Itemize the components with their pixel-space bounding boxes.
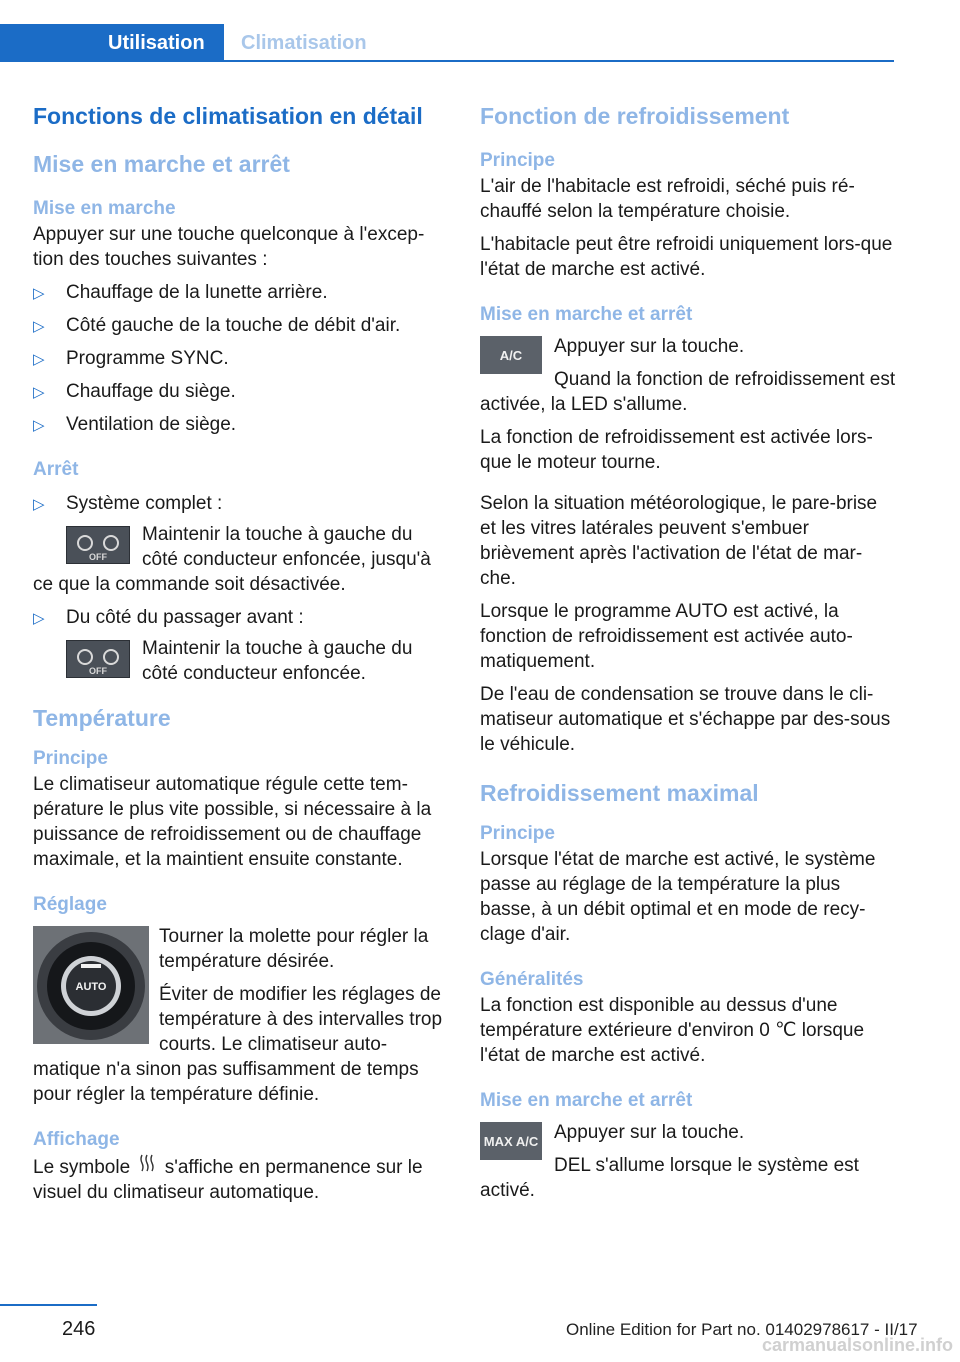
heading-affichage: Affichage xyxy=(33,1129,120,1150)
svg-text:OFF: OFF xyxy=(89,552,107,562)
list-item: ▷ Chauffage du siège. xyxy=(33,379,448,404)
max-ac-del: DEL s'allume lorsque le système est activé. xyxy=(480,1155,859,1201)
right-column xyxy=(480,100,898,1203)
max-ac-press: Appuyer sur la touche. xyxy=(554,1122,745,1143)
tab-utilisation[interactable]: Utilisation xyxy=(0,24,224,62)
heading-on: Mise en marche xyxy=(33,198,176,219)
left-column xyxy=(33,100,448,1205)
ac-key-icon: A/C xyxy=(480,336,542,374)
list-item: ▷ Programme SYNC. xyxy=(33,346,448,371)
off-complete-description-cont: ce que la commande soit désactivée. xyxy=(33,574,346,595)
cooling-symbol-icon xyxy=(135,1153,159,1180)
paragraph-cooling-1: L'air de l'habitacle est refroidi, séché puis ré-chauffé selon la température choisie. xyxy=(480,176,855,222)
paragraph-max: Lorsque l'état de marche est activé, le système passe au réglage de la température la plus basse, à un débit optimal et en mode de recy-clage d'air. xyxy=(480,849,876,945)
paragraph-principe: Le climatiseur automatique régule cette tem-pérature le plus vite possible, si nécessaire à la puissance de refroidissement ou de chauffage maximale, et la maintient ensuite constante. xyxy=(33,774,432,870)
ac-press: Appuyer sur la touche. xyxy=(554,336,745,357)
bullet-triangle-icon: ▷ xyxy=(33,384,45,401)
list-item-off-passenger: ▷ Du côté du passager avant : xyxy=(33,605,448,630)
edition-info: Online Edition for Part no. 01402978617 - II/17 xyxy=(566,1320,918,1339)
paragraph-affichage: Le symbole s'affiche en permanence sur le visuel du climatiseur automatique. xyxy=(33,1153,448,1205)
list-on xyxy=(33,280,448,437)
footer-rule xyxy=(0,1304,97,1306)
heading-principe: Principe xyxy=(480,150,555,171)
reglage-warning: Éviter de modifier les réglages de température à des intervalles trop courts. Le climatiseur auto-matique n'a sinon pas suffisamment de temps pour régler la température définie. xyxy=(33,984,443,1105)
svg-text:AUTO: AUTO xyxy=(75,981,107,993)
ac-led: Quand la fonction de refroidissement est activée, la LED s'allume. xyxy=(480,369,896,415)
paragraph-on: Appuyer sur une touche quelconque à l'excep-tion des touches suivantes : xyxy=(33,224,425,270)
bullet-triangle-icon: ▷ xyxy=(33,285,45,302)
paragraph-weather: Selon la situation météorologique, le pare-brise et les vitres latérales peuvent s'embuer brièvement après l'activation de l'état de mar-che. xyxy=(480,493,878,589)
list-item-off-complete: ▷ Système complet : xyxy=(33,491,448,516)
svg-text:OFF: OFF xyxy=(89,666,107,676)
paragraph-auto: Lorsque le programme AUTO est activé, la fonction de refroidissement est activée auto-matiquement. xyxy=(480,601,853,672)
list-item: ▷ Ventilation de siège. xyxy=(33,412,448,437)
off-complete-description: Maintenir la touche à gauche du côté conducteur enfoncée, jusqu'à xyxy=(142,524,431,570)
heading-temperature: Température xyxy=(33,705,171,731)
reglage-instruction: Tourner la molette pour régler la température désirée. xyxy=(159,926,429,972)
paragraph-cooling-2: L'habitacle peut être refroidi uniquement lors-que l'état de marche est activé. xyxy=(480,234,893,280)
list-item: ▷ Côté gauche de la touche de débit d'air. xyxy=(33,313,448,338)
heading-off: Arrêt xyxy=(33,459,79,480)
header-bar xyxy=(0,0,960,62)
paragraph-motor: La fonction de refroidissement est activée lors-que le moteur tourne. xyxy=(480,427,873,473)
watermark: carmanualsonline.info xyxy=(762,1335,954,1355)
paragraph-general: La fonction est disponible au dessus d'une température extérieure d'environ 0 ℃ lorsque l'état de marche est activé. xyxy=(480,995,865,1066)
off-passenger-description: Maintenir la touche à gauche du côté conducteur enfoncée. xyxy=(142,638,413,684)
bullet-triangle-icon: ▷ xyxy=(33,496,45,513)
heading-on-off-max: Mise en marche et arrêt xyxy=(480,1090,693,1111)
section-title: Fonctions de climatisation en détail xyxy=(33,103,423,129)
heading-max-cooling: Refroidissement maximal xyxy=(480,780,759,806)
heading-on-off: Mise en marche et arrêt xyxy=(480,304,693,325)
heading-principe: Principe xyxy=(33,748,108,769)
fan-off-key-icon xyxy=(66,640,130,678)
page-number: 246 xyxy=(62,1318,96,1340)
heading-general: Généralités xyxy=(480,969,584,990)
heading-on-off: Mise en marche et arrêt xyxy=(33,151,290,177)
bullet-triangle-icon: ▷ xyxy=(33,318,45,335)
heading-reglage: Réglage xyxy=(33,894,107,915)
fan-off-key-icon xyxy=(66,526,130,564)
list-item: ▷ Chauffage de la lunette arrière. xyxy=(33,280,448,305)
tab-climatisation[interactable]: Climatisation xyxy=(224,24,894,62)
max-ac-key-icon: MAX A/C xyxy=(480,1122,542,1160)
heading-principe-max: Principe xyxy=(480,823,555,844)
bullet-triangle-icon: ▷ xyxy=(33,351,45,368)
bullet-triangle-icon: ▷ xyxy=(33,610,45,627)
header-rule xyxy=(224,60,894,62)
bullet-triangle-icon: ▷ xyxy=(33,417,45,434)
paragraph-condensation: De l'eau de condensation se trouve dans le cli-matiseur automatique et s'échappe par des-sous le véhicule. xyxy=(480,684,891,755)
heading-cooling: Fonction de refroidissement xyxy=(480,103,790,129)
temperature-knob-image xyxy=(33,926,149,1044)
